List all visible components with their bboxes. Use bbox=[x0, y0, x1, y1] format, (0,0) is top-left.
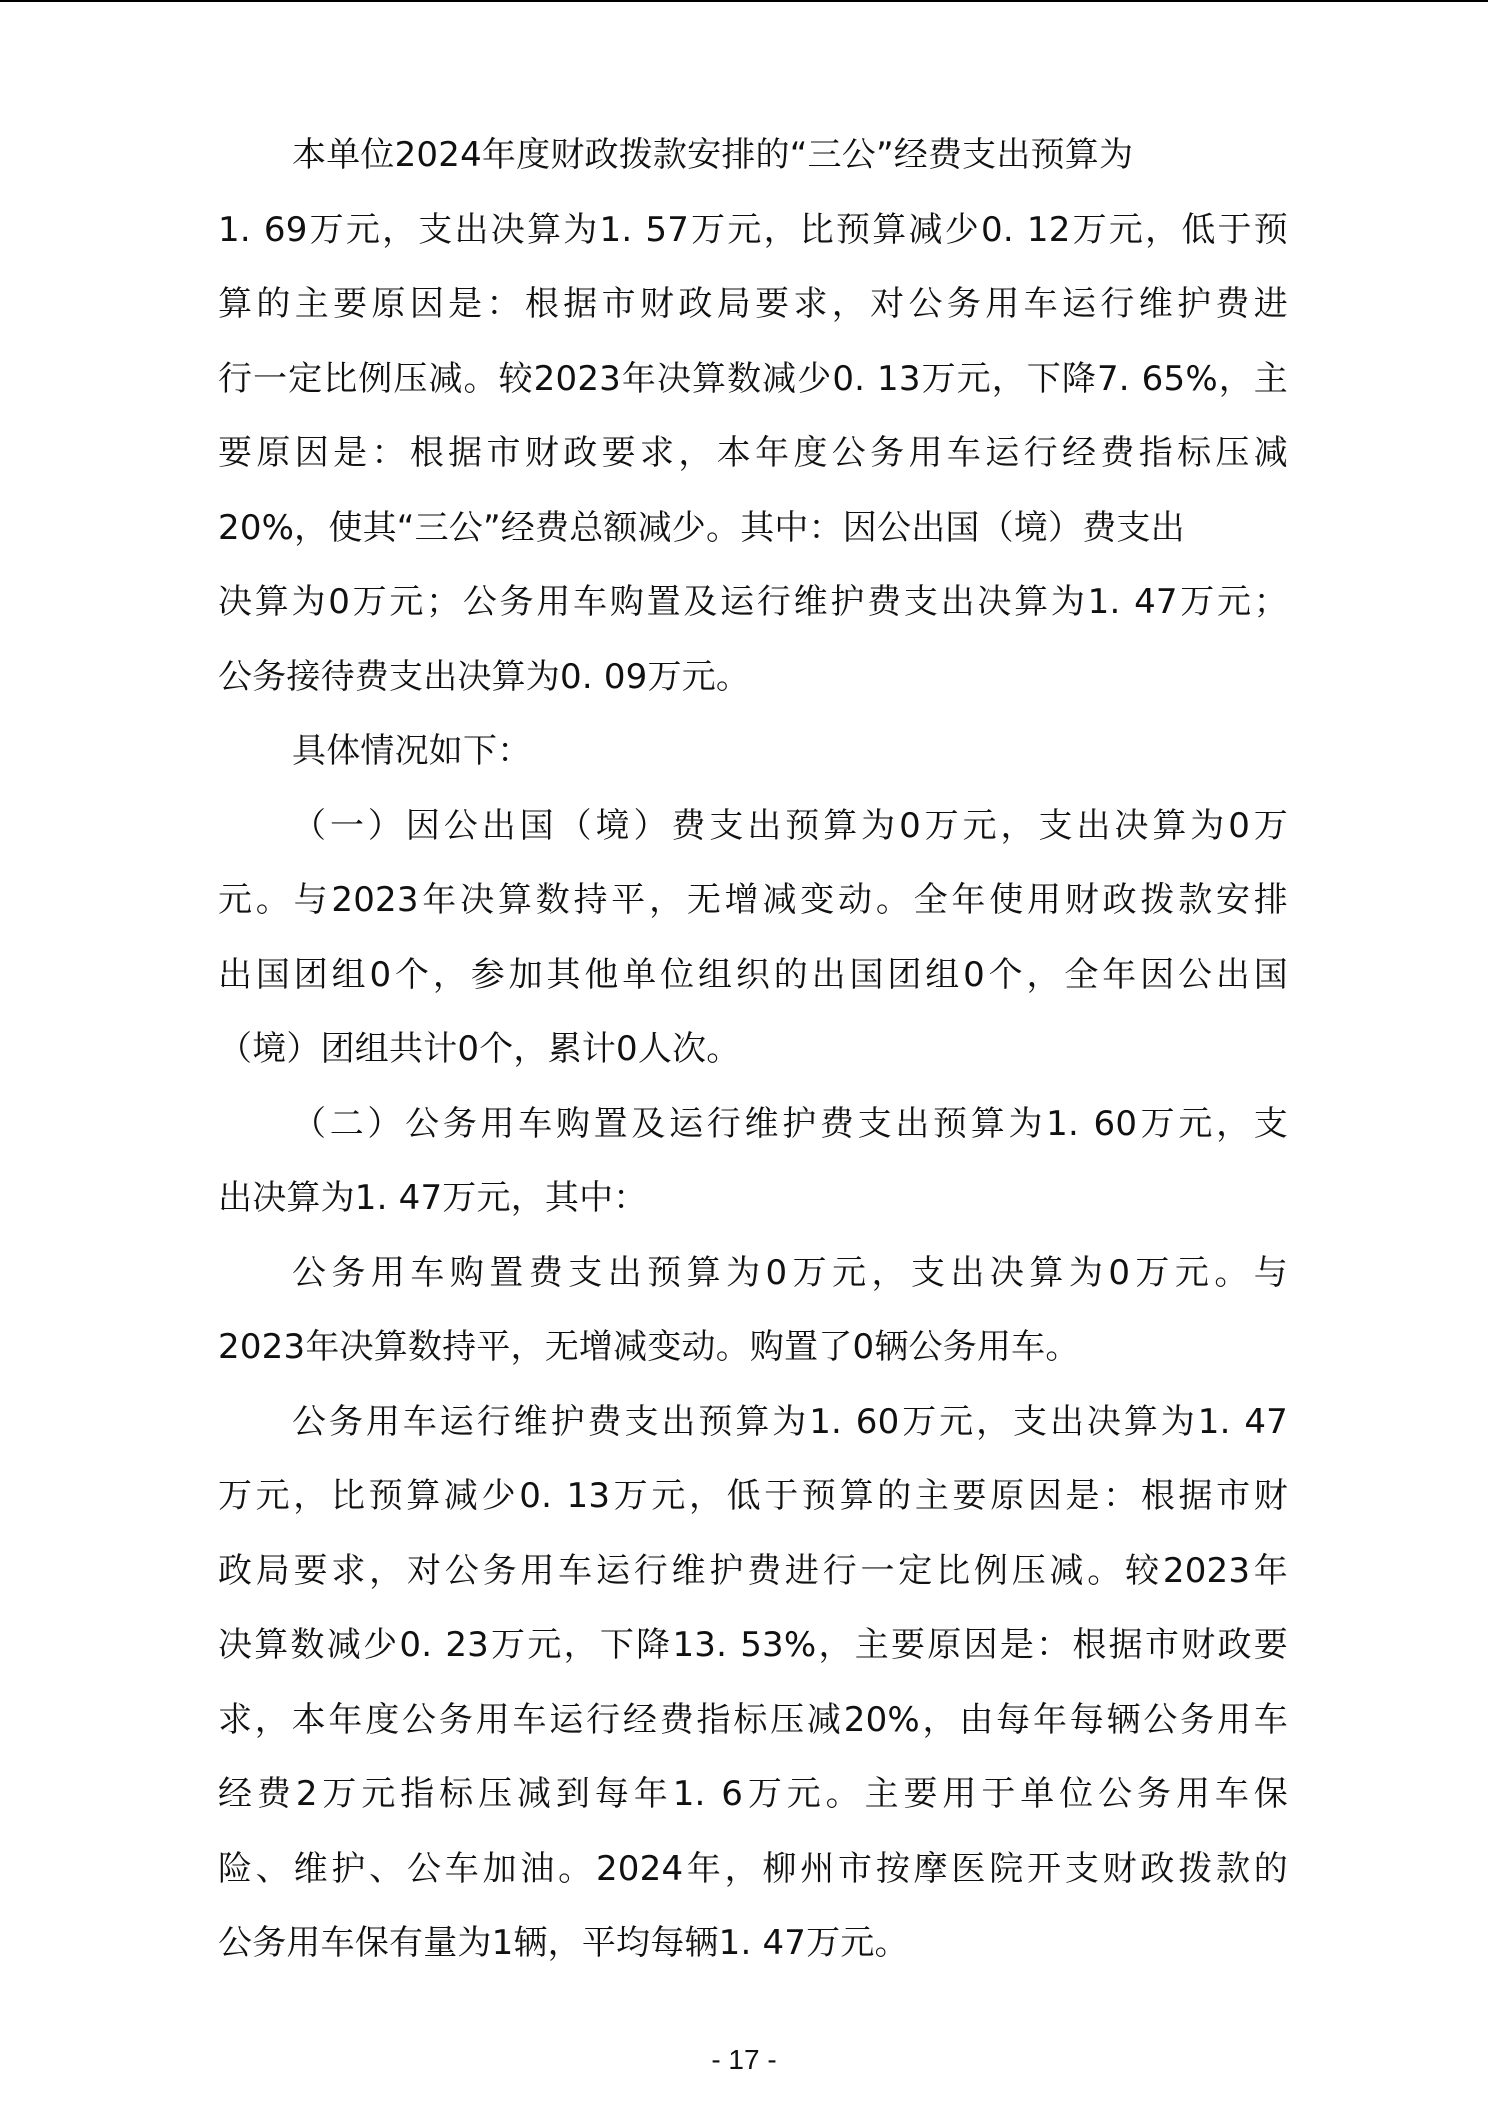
page-top-border bbox=[0, 0, 1488, 2]
text-line-22: 求，本年度公务用车运行经费指标压减20%，由每年每辆公务用车 bbox=[218, 1699, 1288, 1740]
text-line-3: 算的主要原因是：根据市财政局要求，对公务用车运行维护费进 bbox=[218, 284, 1288, 324]
text-line-13: （境）团组共计0个，累计0人次。 bbox=[218, 1029, 741, 1069]
text-line-7: 决算为0万元；公务用车购置及运行维护费支出决算为1. 47万元； bbox=[218, 582, 1288, 622]
text-line-5: 要原因是：根据市财政要求，本年度公务用车运行经费指标压减 bbox=[218, 433, 1288, 473]
text-line-8: 公务接待费支出决算为0. 09万元。 bbox=[218, 656, 751, 697]
text-line-1: 本单位2024年度财政拨款安排的“三公”经费支出预算为 bbox=[292, 135, 1134, 175]
document-body bbox=[218, 118, 1288, 1981]
text-line-2: 1. 69万元，支出决算为1. 57万元，比预算减少0. 12万元，低于预 bbox=[218, 209, 1288, 250]
text-line-25: 公务用车保有量为1辆，平均每辆1. 47万元。 bbox=[218, 1923, 909, 1963]
text-line-10: （一）因公出国（境）费支出预算为0万元，支出决算为0万 bbox=[292, 805, 1288, 846]
text-line-17: 2023年决算数持平，无增减变动。购置了0辆公务用车。 bbox=[218, 1327, 1080, 1367]
text-line-12: 出国团组0个，参加其他单位组织的出国团组0个，全年因公出国 bbox=[218, 954, 1288, 995]
text-line-15: 出决算为1. 47万元，其中： bbox=[218, 1178, 648, 1218]
text-line-11: 元。与2023年决算数持平，无增减变动。全年使用财政拨款安排 bbox=[218, 880, 1288, 920]
text-line-14: （二）公务用车购置及运行维护费支出预算为1. 60万元，支 bbox=[292, 1103, 1288, 1144]
text-line-9: 具体情况如下： bbox=[292, 731, 532, 771]
text-line-18: 公务用车运行维护费支出预算为1. 60万元，支出决算为1. 47 bbox=[292, 1401, 1288, 1442]
text-line-23: 经费2万元指标压减到每年1. 6万元。主要用于单位公务用车保 bbox=[218, 1774, 1288, 1814]
page-number: - 17 - bbox=[711, 2044, 777, 2075]
text-line-21: 决算数减少0. 23万元，下降13. 53%，主要原因是：根据市财政要 bbox=[218, 1625, 1288, 1665]
text-line-4: 行一定比例压减。较2023年决算数减少0. 13万元，下降7. 65%，主 bbox=[218, 358, 1288, 399]
text-line-24: 险、维护、公车加油。2024年，柳州市按摩医院开支财政拨款的 bbox=[218, 1848, 1288, 1889]
text-line-20: 政局要求，对公务用车运行维护费进行一定比例压减。较2023年 bbox=[218, 1550, 1288, 1591]
text-line-16: 公务用车购置费支出预算为0万元，支出决算为0万元。与 bbox=[292, 1252, 1288, 1293]
text-line-19: 万元，比预算减少0. 13万元，低于预算的主要原因是：根据市财 bbox=[218, 1476, 1288, 1516]
text-line-6: 20%，使其“三公”经费总额减少。其中：因公出国（境）费支出 bbox=[218, 507, 1185, 548]
